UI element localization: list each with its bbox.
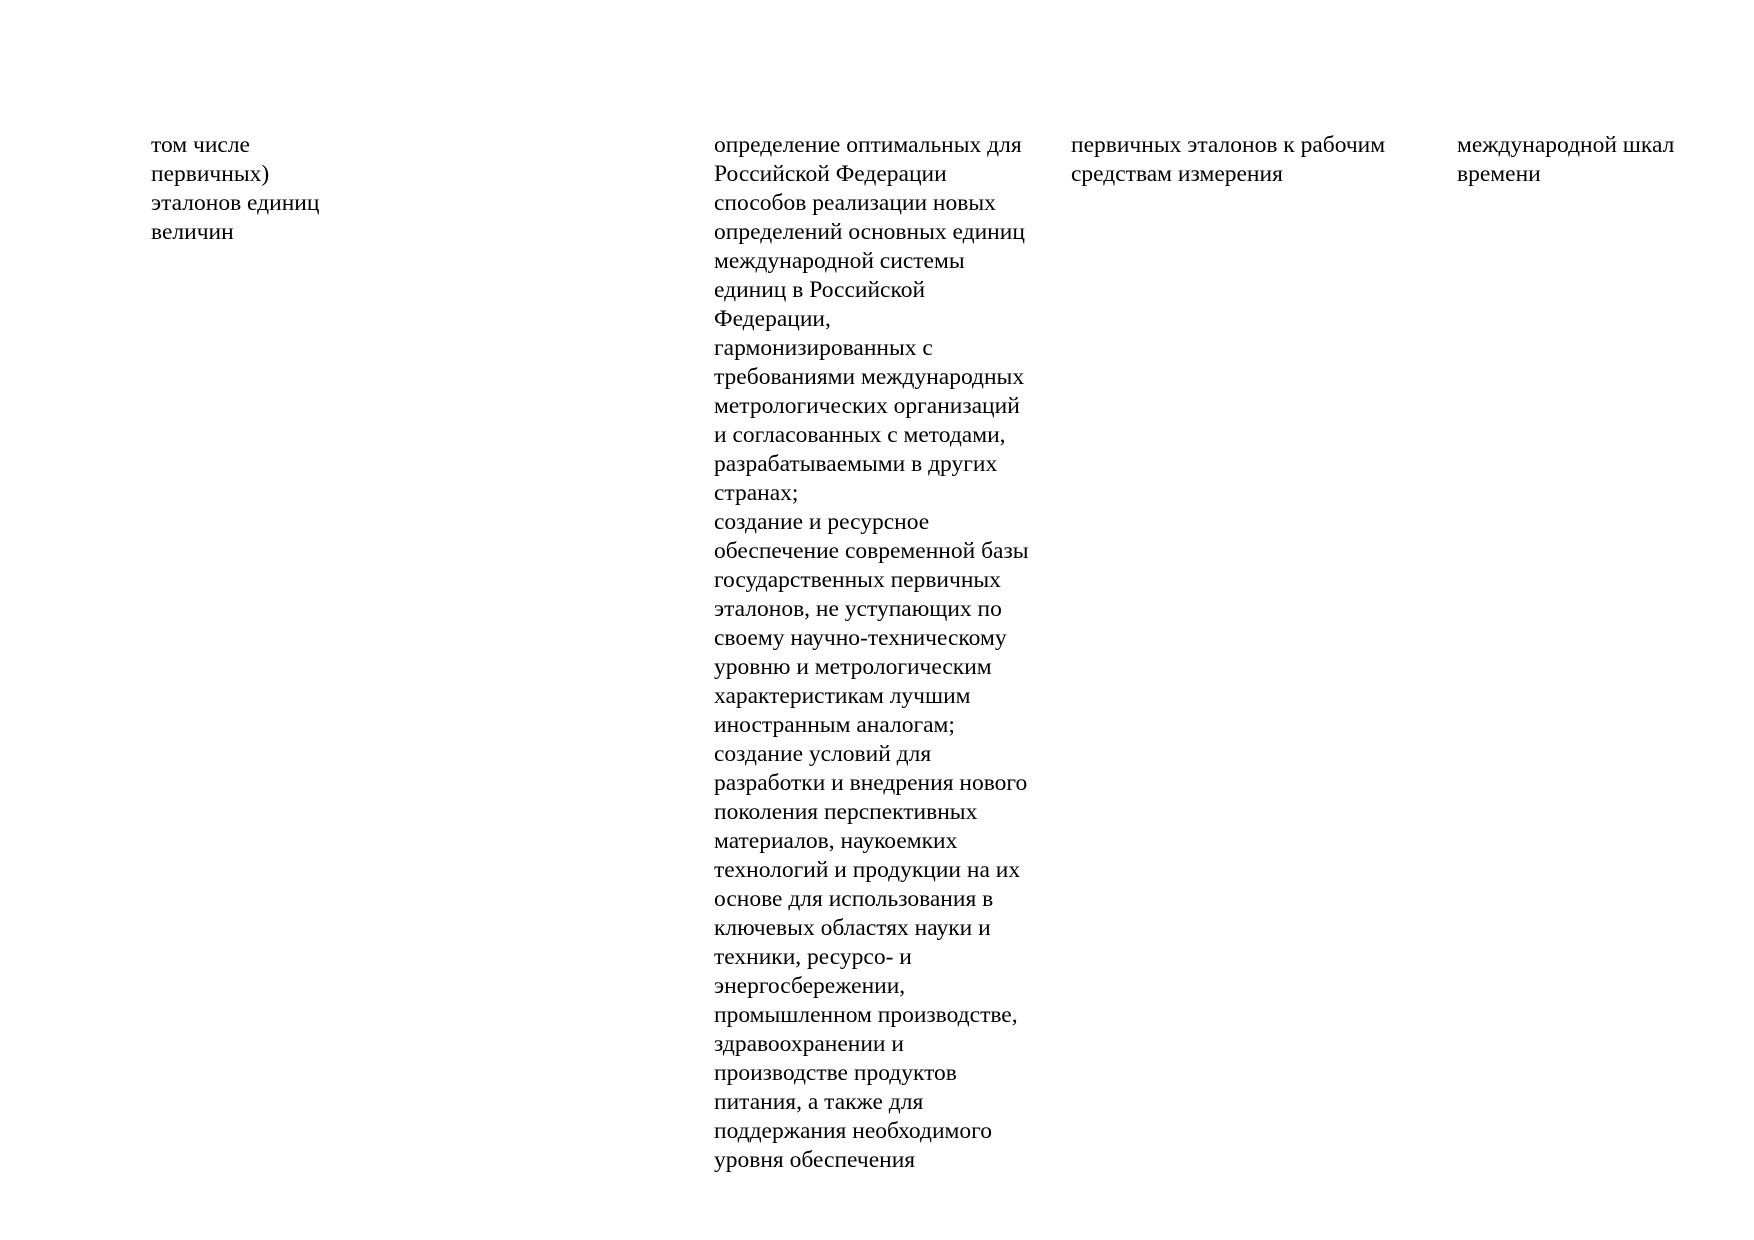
text-line: времени xyxy=(1457,161,1541,187)
text-line: эталонов единиц xyxy=(151,190,320,216)
text-line: промышленном производстве, xyxy=(714,1002,1018,1028)
text-line: основе для использования в xyxy=(714,886,994,912)
text-line: материалов, наукоемких xyxy=(714,828,958,854)
text-line: странах; xyxy=(714,480,799,506)
text-line: первичных) xyxy=(151,161,270,187)
text-line: создание и ресурсное xyxy=(714,509,930,535)
text-line: уровня обеспечения xyxy=(714,1147,916,1173)
text-line: международной системы xyxy=(714,248,965,274)
text-line: Российской Федерации xyxy=(714,161,947,187)
text-line: иностранным аналогам; xyxy=(714,712,955,738)
text-line: метрологических организаций xyxy=(714,393,1020,419)
text-line: гармонизированных с xyxy=(714,335,933,361)
text-line: производстве продуктов xyxy=(714,1060,957,1086)
text-line: уровню и метрологическим xyxy=(714,654,992,680)
text-line: определение оптимальных для xyxy=(714,132,1022,158)
table-cell-column-1 xyxy=(151,131,381,247)
text-line: Федерации, xyxy=(714,306,831,332)
text-line: ключевых областях науки и xyxy=(714,915,991,941)
text-line: обеспечение современной базы xyxy=(714,538,1029,564)
text-line: поддержания необходимого xyxy=(714,1118,992,1144)
text-line: создание условий для xyxy=(714,741,932,767)
text-line: единиц в Российской xyxy=(714,277,926,303)
text-line: технологий и продукции на их xyxy=(714,857,1021,883)
text-line: требованиями международных xyxy=(714,364,1025,390)
text-line: поколения перспективных xyxy=(714,799,978,825)
text-line: определений основных единиц xyxy=(714,219,1025,245)
text-line: том числе xyxy=(151,132,250,158)
table-cell-column-3 xyxy=(714,131,1064,1175)
text-line: международной шкал xyxy=(1457,132,1675,158)
text-line: питания, а также для xyxy=(714,1089,924,1115)
table-cell-column-5 xyxy=(1457,131,1747,189)
text-line: государственных первичных xyxy=(714,567,1001,593)
text-line: разрабатываемыми в других xyxy=(714,451,998,477)
text-line: и согласованных с методами, xyxy=(714,422,1006,448)
text-line: техники, ресурсо- и xyxy=(714,944,912,970)
text-line: характеристикам лучшим xyxy=(714,683,971,709)
text-line: величин xyxy=(151,219,234,245)
text-line: эталонов, не уступающих по xyxy=(714,596,1002,622)
text-line: своему научно-техническому xyxy=(714,625,1007,651)
text-line: здравоохранении и xyxy=(714,1031,904,1057)
table-cell-column-4 xyxy=(1071,131,1441,189)
text-line: средствам измерения xyxy=(1071,161,1283,187)
text-line: энергосбережении, xyxy=(714,973,906,999)
text-line: способов реализации новых xyxy=(714,190,996,216)
text-line: первичных эталонов к рабочим xyxy=(1071,132,1386,158)
text-line: разработки и внедрения нового xyxy=(714,770,1028,796)
